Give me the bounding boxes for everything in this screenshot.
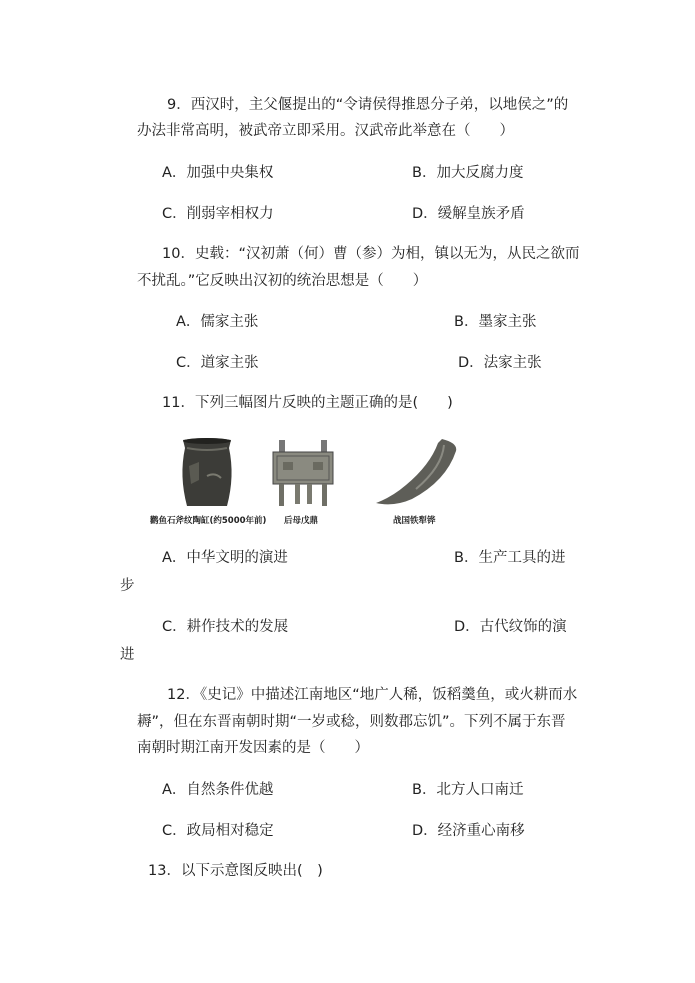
q12-option-d: D．经济重心南移 — [412, 823, 525, 839]
iron-plough-image — [372, 437, 462, 512]
q9-option-b: B．加大反腐力度 — [412, 165, 524, 181]
q11-option-c: C．耕作技术的发展 — [162, 619, 289, 635]
pottery-jar-caption: 鹳鱼石斧纹陶缸(约5000年前) — [150, 516, 267, 526]
iron-plough-caption: 战国铁犁铧 — [393, 516, 436, 526]
q10-option-c: C．道家主张 — [176, 355, 259, 371]
bronze-ding-image — [267, 438, 339, 510]
q9-option-a: A．加强中央集权 — [162, 165, 274, 181]
q11-option-d-line2: 进 — [120, 647, 135, 663]
q12-stem-line2: 耨”，但在东晋南朝时期“一岁或稔，则数郡忘饥”。下列不属于东晋 — [137, 714, 566, 730]
q9-stem-line1: 9．西汉时，主父偃提出的“令请侯得推恩分子弟，以地侯之”的 — [167, 97, 569, 113]
q10-stem-line2: 不扰乱。”它反映出汉初的统治思想是（ ） — [137, 273, 428, 289]
q9-option-c: C．削弱宰相权力 — [162, 206, 274, 222]
q12-option-b: B．北方人口南迁 — [412, 782, 524, 798]
pottery-jar-image — [177, 436, 237, 511]
q9-option-d: D．缓解皇族矛盾 — [412, 206, 525, 222]
q11-option-d-line1: D．古代纹饰的演 — [454, 619, 567, 635]
q12-option-a: A．自然条件优越 — [162, 782, 274, 798]
bronze-ding-caption: 后母戊鼎 — [284, 516, 319, 526]
q13-stem: 13．以下示意图反映出( ) — [148, 863, 323, 879]
q12-stem-line3: 南朝时期江南开发因素的是（ ） — [137, 740, 369, 756]
q12-option-c: C．政局相对稳定 — [162, 823, 274, 839]
q10-option-d: D．法家主张 — [458, 355, 542, 371]
q10-stem-line1: 10．史载：“汉初萧（何）曹（参）为相，镇以无为，从民之欲而 — [162, 246, 580, 262]
q12-stem-line1: 12．《史记》中描述江南地区“地广人稀，饭稻羹鱼，或火耕而水 — [167, 687, 578, 703]
q11-option-b-line2: 步 — [120, 578, 135, 594]
q10-option-a: A．儒家主张 — [176, 314, 259, 330]
q10-option-b: B．墨家主张 — [454, 314, 537, 330]
q9-stem-line2: 办法非常高明，被武帝立即采用。汉武帝此举意在（ ） — [137, 123, 514, 139]
q11-option-a: A．中华文明的演进 — [162, 550, 288, 566]
q11-stem: 11．下列三幅图片反映的主题正确的是( ) — [162, 395, 453, 411]
q11-option-b-line1: B．生产工具的进 — [454, 550, 566, 566]
